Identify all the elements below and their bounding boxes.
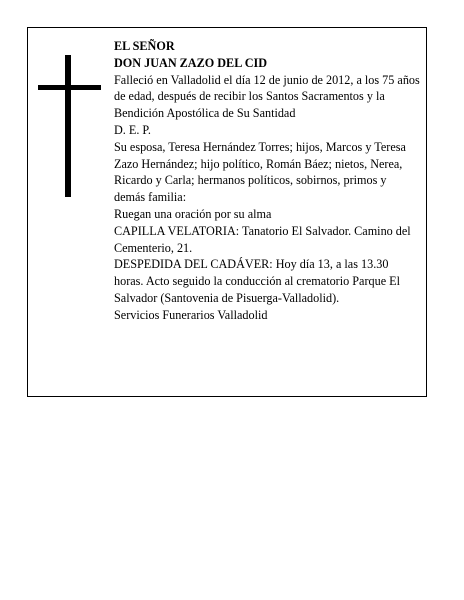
notice-text <box>114 38 420 324</box>
deceased-name: DON JUAN ZAZO DEL CID <box>114 55 268 70</box>
chapel-info: CAPILLA VELATORIA: Tanatorio El Salvador. Camino del Cementerio, 21. <box>114 223 411 255</box>
notice-title: EL SEÑOR <box>114 39 175 53</box>
death-announcement: Falleció en Valladolid el día 12 de junio de 2012, a los 75 años de edad, después de recibir los Santos Sacramentos y la Bendición Apostólica de Su Santidad <box>114 72 420 121</box>
cross-icon <box>38 55 101 197</box>
farewell-info: DESPEDIDA DEL CADÁVER: Hoy día 13, a las 13.30 horas. Acto seguido la conducción al crematorio Parque El Salvador (Santovenia de Pisuerga-Valladolid). <box>114 257 400 305</box>
prayer-request: Ruegan una oración por su alma <box>114 206 272 221</box>
cross-horizontal-bar <box>38 85 101 90</box>
family-list: Su esposa, Teresa Hernández Torres; hijos, Marcos y Teresa Zazo Hernández; hijo político, Román Báez; nietos, Nerea, Ricardo y Carla; hermanos políticos, sobirnos, primos y demás familia: <box>114 139 406 205</box>
funeral-service: Servicios Funerarios Valladolid <box>114 307 268 322</box>
cross-vertical-bar <box>65 55 71 197</box>
rip-line: D. E. P. <box>114 122 151 137</box>
